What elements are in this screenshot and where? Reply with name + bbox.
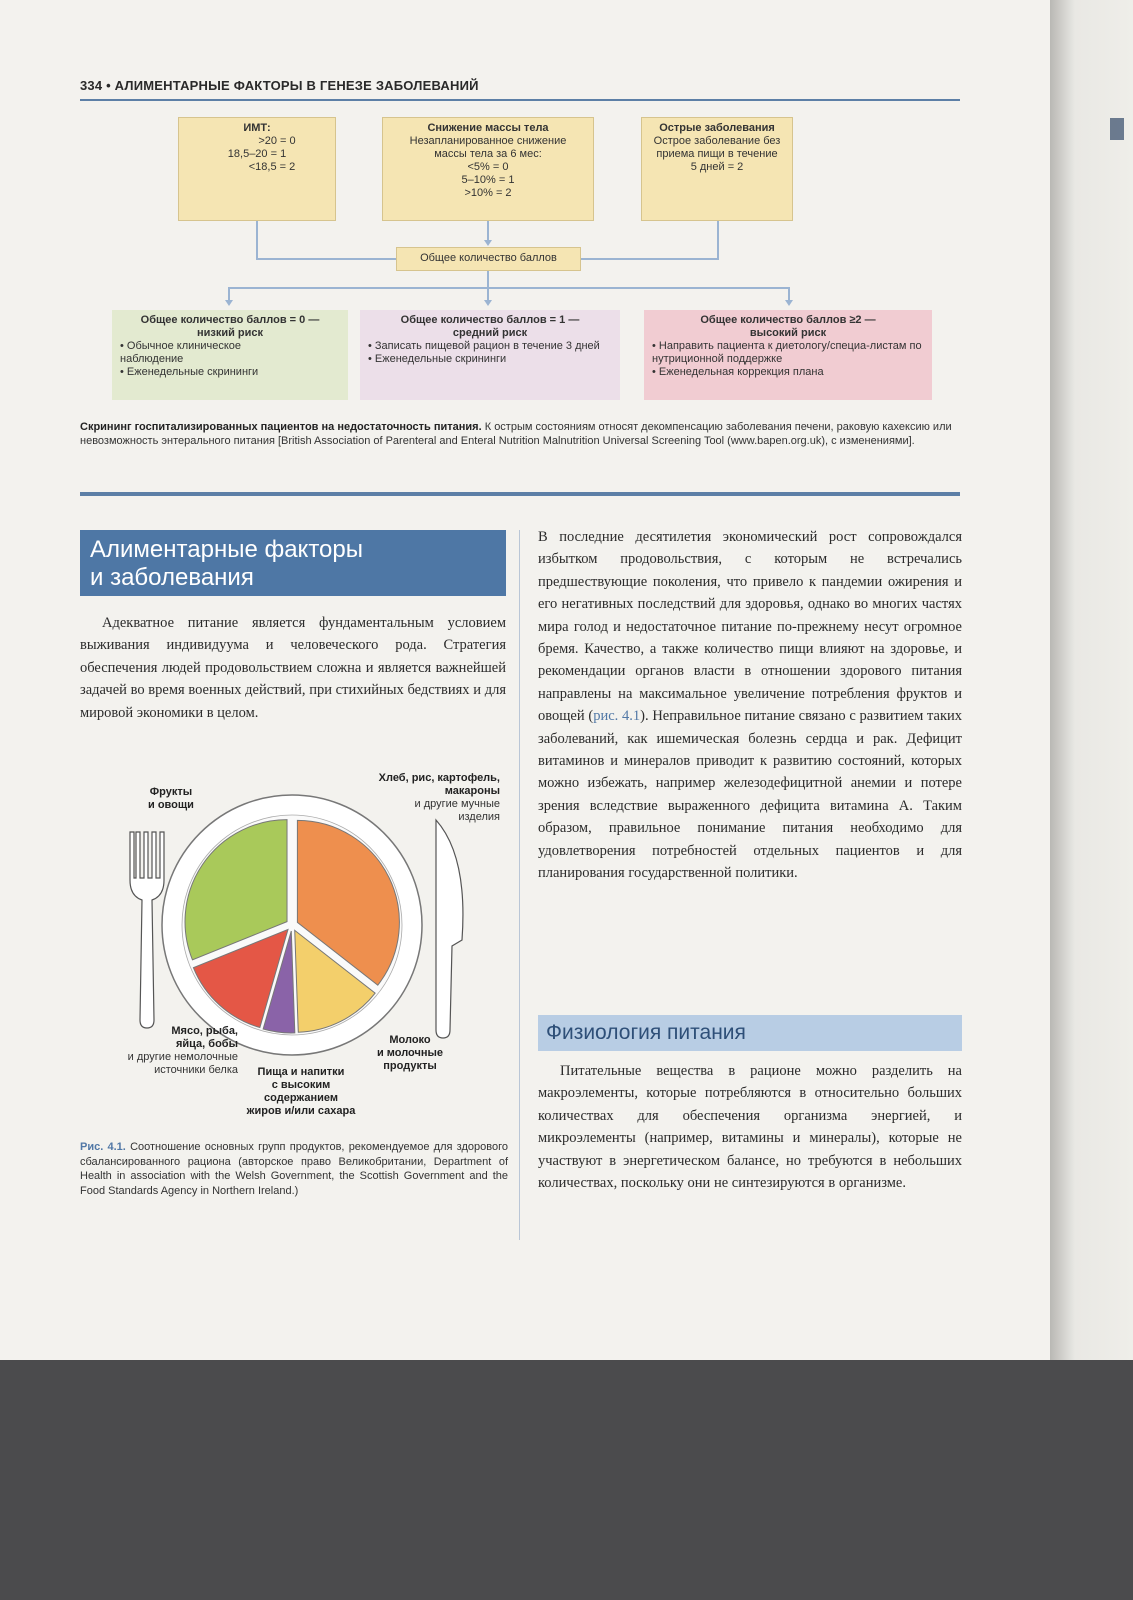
- figure-reference-link[interactable]: рис. 4.1: [593, 708, 641, 725]
- low-risk-item: • Обычное клиническое наблюдение: [120, 340, 242, 365]
- connector-line: [256, 221, 258, 260]
- connector-line: [581, 258, 719, 260]
- right-text-part: В последние десятилетия экономический рост сопровождался избытком продовольствия, с которым не встречались предшествующие поколения, что привело к пандемии ожирения и его негативных последствий для здоровья, однако во многих частях мира голод и недостаточное питание по-прежнему несут огромное бремя. Качество, а также количество пищи влияют на здоровье, и рекомендации органов власти в отношении здорового питания направлены на максимальное увеличение потребления фруктов и овощей (: [538, 529, 962, 725]
- section-title: [80, 530, 506, 596]
- label-meat: [88, 1025, 238, 1077]
- total-score-label: Общее количество баллов: [420, 252, 557, 264]
- section-separator: [80, 492, 960, 496]
- figure-caption-text: Соотношение основных групп продуктов, рекомендуемое для здорового сбалансированного рациона (авторское право Великобритании, Department of Health in association with the Welsh Government, the Scottish Government and the Food Standards Agency in Northern Ireland.): [80, 1141, 508, 1197]
- high-risk-item: • Направить пациента к диетологу/специа-листам по нутриционной поддержке: [652, 340, 922, 365]
- fork-icon: [130, 832, 164, 1028]
- weight-loss-row: >10% = 2: [464, 187, 512, 199]
- arrow-icon: [785, 300, 793, 306]
- flowchart-caption-text: К острым состояниям относят декомпенсацию заболевания печени, раковую кахексию или невозможность энтерального питания [British Association of Parenteral and Enteral Nutrition Malnutrition Universal Screening Tool (www.bapen.org.uk), с изменениями].: [80, 421, 952, 447]
- scanner-background: [0, 1360, 1133, 1600]
- figure-caption: [80, 1140, 508, 1198]
- flowchart-caption: [80, 420, 960, 448]
- label-meat-line: яйца, бобы: [175, 1038, 238, 1050]
- low-risk-box: [112, 310, 348, 400]
- intro-paragraph: [80, 612, 506, 724]
- label-fruits-line: Фрукты: [149, 786, 193, 798]
- bmi-row: >20 = 0: [258, 135, 296, 147]
- header-rule: [80, 99, 960, 101]
- high-risk-item: • Еженедельная коррекция плана: [652, 366, 824, 378]
- right-text: [538, 526, 962, 885]
- connector-line: [256, 258, 396, 260]
- bmi-row: <18,5 = 2: [248, 161, 296, 173]
- weight-loss-row: 5–10% = 1: [461, 174, 515, 186]
- label-bread: [340, 772, 500, 824]
- weight-loss-desc: Незапланированное снижение массы тела за 6 мес:: [409, 135, 567, 160]
- label-sugar-line: жиров и/или сахара: [246, 1105, 356, 1117]
- ghost-text: [1110, 118, 1124, 140]
- running-header: 334 • АЛИМЕНТАРНЫЕ ФАКТОРЫ В ГЕНЕЗЕ ЗАБОЛЕВАНИЙ: [80, 78, 479, 93]
- label-meat-line: и другие немолочные: [127, 1051, 238, 1063]
- medium-risk-item: • Еженедельные скрининги: [368, 353, 507, 365]
- arrow-icon: [484, 300, 492, 306]
- total-score-box: [396, 247, 581, 271]
- weight-loss-row: <5% = 0: [467, 161, 509, 173]
- arrow-icon: [225, 300, 233, 306]
- label-meat-line: Мясо, рыба,: [171, 1025, 238, 1037]
- label-milk-line: продукты: [383, 1060, 437, 1072]
- label-bread-line: Хлеб, рис, картофель,: [378, 772, 500, 784]
- bmi-box: [178, 117, 336, 221]
- high-risk-box: [644, 310, 932, 400]
- bmi-title: ИМТ:: [243, 122, 271, 134]
- acute-disease-box: [641, 117, 793, 221]
- connector-line: [228, 287, 790, 289]
- right-text-part: ). Неправильное питание связано с развитием таких заболеваний, как ишемическая болезнь сердца и рак. Дефицит витаминов и минералов приводит к развитию состояний, которых можно избежать, например железодефицитной анемии и потере зрения вследствие выраженного дефицита витамина А. Таким образом, правильное понимание питания необходимо для удовлетворения потребностей отдельных пациентов и для планирования государственной политики.: [538, 708, 963, 882]
- label-milk: [360, 1034, 460, 1073]
- label-fruits: [148, 786, 194, 812]
- bmi-row: 18,5–20 = 1: [227, 148, 287, 160]
- label-milk-line: Молоко: [389, 1034, 431, 1046]
- low-risk-item: • Еженедельные скрининги: [120, 366, 259, 378]
- arrow-icon: [484, 240, 492, 246]
- label-sugar-line: Пища и напитки: [257, 1066, 345, 1078]
- low-risk-title: Общее количество баллов = 0 — низкий риск: [140, 314, 320, 339]
- label-fruits-line: и овощи: [148, 799, 194, 811]
- weight-loss-box: [382, 117, 594, 221]
- figure-number: Рис. 4.1.: [80, 1141, 126, 1153]
- label-bread-line: и другие мучные: [414, 798, 500, 810]
- adjacent-page-edge: [1050, 0, 1133, 1360]
- label-sugar-line: с высоким: [271, 1079, 331, 1091]
- connector-line: [487, 271, 489, 288]
- flowchart-caption-title: Скрининг госпитализированных пациентов на недостаточность питания.: [80, 421, 482, 433]
- medium-risk-item: • Записать пищевой рацион в течение 3 дней: [368, 340, 600, 352]
- label-milk-line: и молочные: [376, 1047, 444, 1059]
- medium-risk-box: [360, 310, 620, 400]
- acute-desc: Острое заболевание без приема пищи в течение 5 дней = 2: [653, 135, 781, 173]
- subsection-title: Физиология питания: [538, 1015, 962, 1051]
- nutrition-paragraph: [538, 1060, 962, 1194]
- intro-text: Адекватное питание является фундаментальным условием выживания индивидуума и человеческого рода. Стратегия обеспечения людей продовольствием сложна и является важнейшей задачей во время военных действий, при стихийных бедствиях и для мировой экономики в целом.: [80, 615, 506, 721]
- connector-line: [717, 221, 719, 260]
- label-sugar: [226, 1066, 376, 1118]
- section-title-line: и заболевания: [90, 564, 254, 591]
- right-paragraph: [538, 526, 962, 885]
- label-bread-line: изделия: [458, 811, 500, 823]
- acute-title: Острые заболевания: [659, 122, 775, 134]
- label-bread-line: макароны: [444, 785, 500, 797]
- label-meat-line: источники белка: [154, 1064, 238, 1076]
- nutrition-text: Питательные вещества в рационе можно разделить на макроэлементы, которые потребляются в относительно больших количествах для обеспечения организма энергией, и микроэлементы (например, витамины и минералы), которые не участвуют в энергетическом балансе, но требуются в небольших количествах, поскольку они не синтезируются в организме.: [538, 1063, 962, 1192]
- label-sugar-line: содержанием: [264, 1092, 338, 1104]
- weight-loss-title: Снижение массы тела: [427, 122, 549, 134]
- section-title-line: Алиментарные факторы: [90, 536, 363, 563]
- knife-icon: [436, 820, 463, 1038]
- medium-risk-title: Общее количество баллов = 1 — средний риск: [400, 314, 580, 339]
- high-risk-title: Общее количество баллов ≥2 — высокий риск: [700, 314, 876, 339]
- column-divider: [519, 530, 520, 1240]
